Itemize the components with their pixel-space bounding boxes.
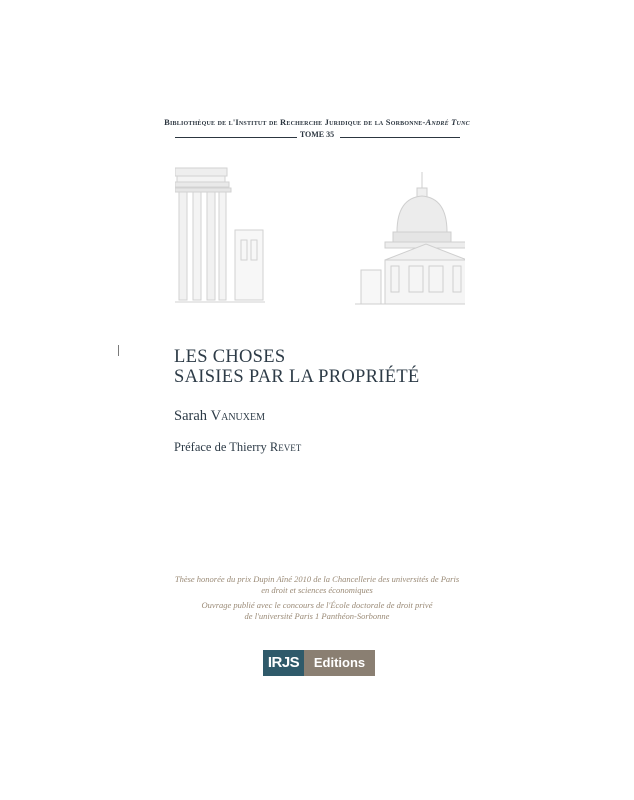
author-last-name: Vanuxem xyxy=(210,408,265,424)
logo-mark: IRJS xyxy=(263,650,304,676)
publisher-logo xyxy=(263,650,375,676)
preface-author: Revet xyxy=(269,440,302,454)
series-title xyxy=(0,117,634,127)
note-line-3: Ouvrage publié avec le concours de l'École doctorale de droit privé xyxy=(201,600,433,610)
preface-credit xyxy=(174,440,301,455)
author-name xyxy=(174,408,265,425)
title-line-1: LES CHOSES xyxy=(174,347,286,367)
author-first-name: Sarah xyxy=(174,408,211,424)
colonnade-drawing xyxy=(175,168,265,302)
series-name-italic: André Tunc xyxy=(425,117,470,127)
award-notes xyxy=(0,574,634,621)
title-line-2: SAISIES PAR LA PROPRIÉTÉ xyxy=(174,367,420,387)
header-rule-right xyxy=(340,137,460,138)
tome-number: TOME 35 xyxy=(299,130,335,139)
margin-mark xyxy=(118,345,119,356)
sorbonne-illustration xyxy=(175,160,465,310)
logo-wordmark: Editions xyxy=(304,650,375,676)
note-line-1: Thèse honorée du prix Dupin Aîné 2010 de la Chancellerie des universités de Paris xyxy=(174,574,460,584)
note-line-2: en droit et sciences économiques xyxy=(261,584,373,595)
book-title xyxy=(174,347,420,387)
note-line-4: de l'université Paris 1 Panthéon-Sorbonne xyxy=(244,610,390,621)
series-name: Bibliothèque de l'Institut de Recherche Juridique de la Sorbonne- xyxy=(164,117,426,127)
preface-prefix: Préface de Thierry xyxy=(174,440,270,454)
dome-drawing xyxy=(355,172,465,304)
